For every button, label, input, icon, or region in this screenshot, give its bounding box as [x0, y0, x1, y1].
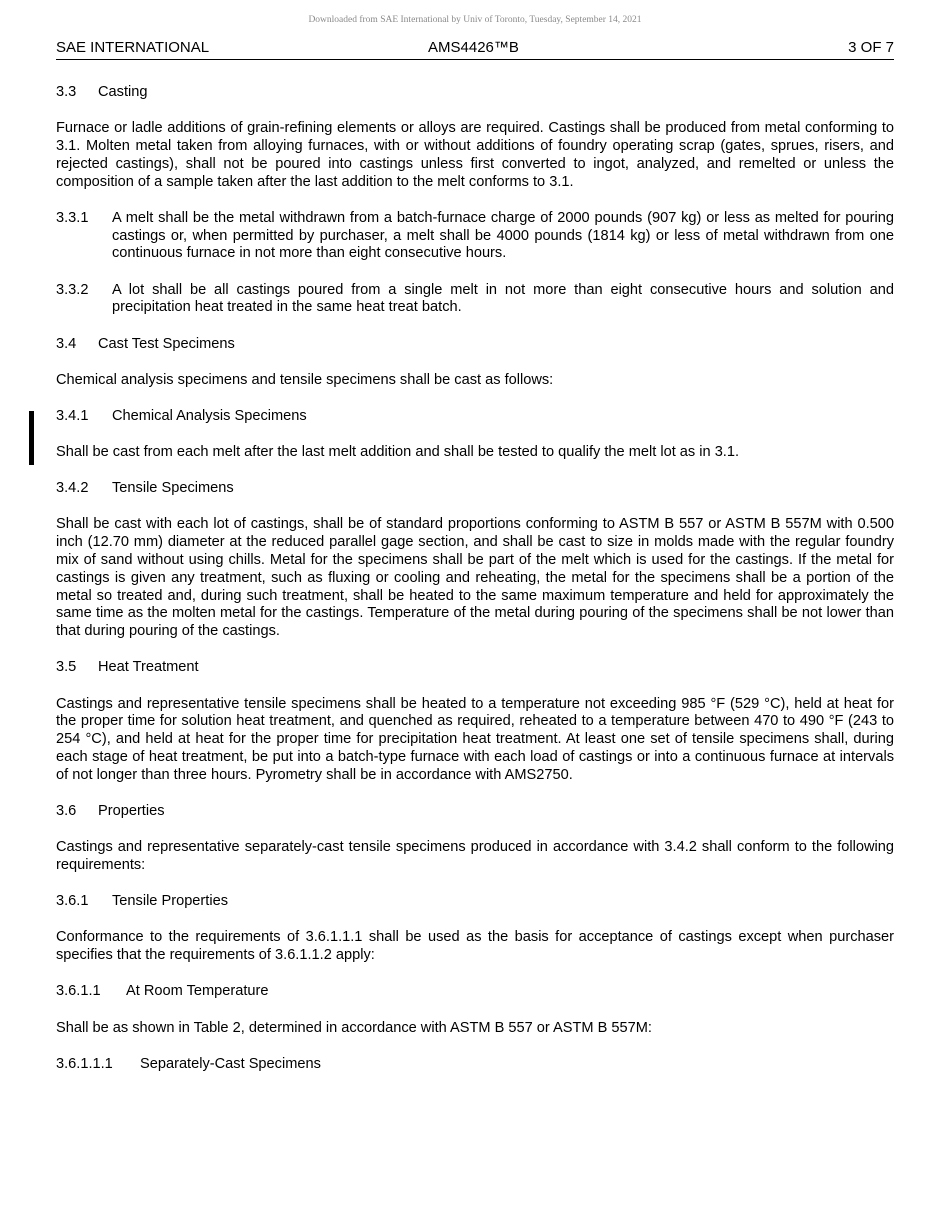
section-text-3-4-2: Shall be cast with each lot of castings, shall be of standard proportions conforming to ASTM B 557 or ASTM B 557M with 0.500 inch (12.70 mm) diameter at the reduced parallel gage section, and shall be cast to size in molds made with the regular foundry mix of sand without using chills. Metal for the specimens shall be part of the melt which is used for the castings. If the metal for castings is given any treatment, such as fluxing or cooling and reheating, the metal for the specimens shall be a portion of the metal so treated and, during such treatment, shall be heated to the same maximum temperature and held for approximately the same time as the molten metal for the castings. Temperature of the metal during pouring of the specimens shall be not lower than that during pouring of the castings. [56, 516, 894, 640]
section-number: 3.6 [56, 803, 77, 819]
section-heading-3-5 [56, 659, 894, 677]
section-heading-3-6-1-1 [56, 983, 894, 1001]
section-number: 3.4.2 [56, 480, 89, 497]
section-heading-3-6 [56, 803, 894, 821]
section-number: 3.4 [56, 335, 77, 352]
subsection-3-3-1 [56, 210, 894, 263]
document-body [56, 84, 894, 1092]
subsection-3-3-2 [56, 282, 894, 318]
section-heading-3-3 [56, 84, 894, 102]
section-title: Chemical Analysis Specimens [112, 407, 307, 424]
section-number: 3.3 [56, 84, 77, 100]
page-header [56, 38, 894, 60]
section-text-3-6-1-1: Shall be as shown in Table 2, determined in accordance with ASTM B 557 or ASTM B 557M: [56, 1019, 652, 1036]
section-number: 3.6.1.1 [56, 983, 101, 1000]
section-number: 3.3.2 [56, 281, 89, 298]
section-text-3-3: Furnace or ladle additions of grain-refining elements or alloys are required. Castings shall be produced from metal conforming to 3.1. Molten metal taken from alloying furnaces, with or without additions of foundry operating scrap (gates, sprues, risers, and rejected castings), shall not be poured into castings unless first converted to ingot, analyzed, and remelted or unless the composition of a sample taken after the last addition to the melt conforms to 3.1. [56, 120, 894, 190]
section-number: 3.6.1 [56, 893, 89, 910]
section-text-3-6: Castings and representative separately-cast tensile specimens produced in accordance with 3.4.2 shall conform to the following requirements: [56, 839, 894, 873]
section-title: At Room Temperature [126, 983, 269, 1000]
section-number: 3.5 [56, 659, 77, 676]
revision-change-bar [29, 411, 34, 465]
section-title: Casting [98, 84, 148, 100]
section-title: Cast Test Specimens [98, 335, 235, 352]
section-heading-3-4-1 [56, 408, 894, 426]
section-heading-3-6-1-1-1 [56, 1056, 894, 1074]
section-text-3-3-2: A lot shall be all castings poured from a single melt in not more than eight consecutive hours and solution and precipitation heat treated in the same heat treat batch. [112, 281, 894, 316]
section-title: Tensile Specimens [112, 480, 234, 497]
section-number: 3.4.1 [56, 407, 89, 424]
section-number: 3.6.1.1.1 [56, 1055, 113, 1072]
download-watermark: Downloaded from SAE International by Univ of Toronto, Tuesday, September 14, 2021 [308, 15, 642, 25]
section-text-3-6-1: Conformance to the requirements of 3.6.1.1.1 shall be used as the basis for acceptance of castings except when purchaser specifies that the requirements of 3.6.1.1.2 apply: [56, 929, 894, 964]
section-text-3-4-1: Shall be cast from each melt after the last melt addition and shall be tested to qualify the melt lot as in 3.1. [56, 444, 740, 461]
section-text-3-3-1: A melt shall be the metal withdrawn from a batch-furnace charge of 2000 pounds (907 kg) or less as melted for pouring castings or, when permitted by purchaser, a melt shall be 4000 pounds (1814 kg) or less of metal withdrawn from one continuous furnace in not more than eight consecutive hours. [112, 209, 894, 262]
header-org: SAE INTERNATIONAL [56, 39, 210, 56]
section-number: 3.3.1 [56, 209, 89, 226]
section-heading-3-4-2 [56, 480, 894, 498]
section-title: Separately-Cast Specimens [140, 1055, 321, 1072]
section-heading-3-4 [56, 336, 894, 354]
section-title: Heat Treatment [98, 659, 199, 676]
section-title: Properties [98, 803, 165, 819]
section-title: Tensile Properties [112, 893, 228, 910]
section-heading-3-6-1 [56, 893, 894, 911]
section-text-3-4: Chemical analysis specimens and tensile specimens shall be cast as follows: [56, 371, 554, 388]
header-page-number: 3 OF 7 [848, 39, 894, 56]
header-doc-id: AMS4426™B [428, 39, 519, 56]
section-text-3-5: Castings and representative tensile specimens shall be heated to a temperature not exceeding 985 °F (529 °C), held at heat for the proper time for solution heat treatment, and quenched as required, reheated to a temperature between 470 to 490 °F (243 to 254 °C), and held at heat for the proper time for precipitation heat treatment. At least one set of tensile specimens shall, during each stage of heat treatment, be put into a batch-type furnace with each load of castings or into a continuous furnace at intervals of not longer than three hours. Pyrometry shall be in accordance with AMS2750. [56, 695, 894, 783]
